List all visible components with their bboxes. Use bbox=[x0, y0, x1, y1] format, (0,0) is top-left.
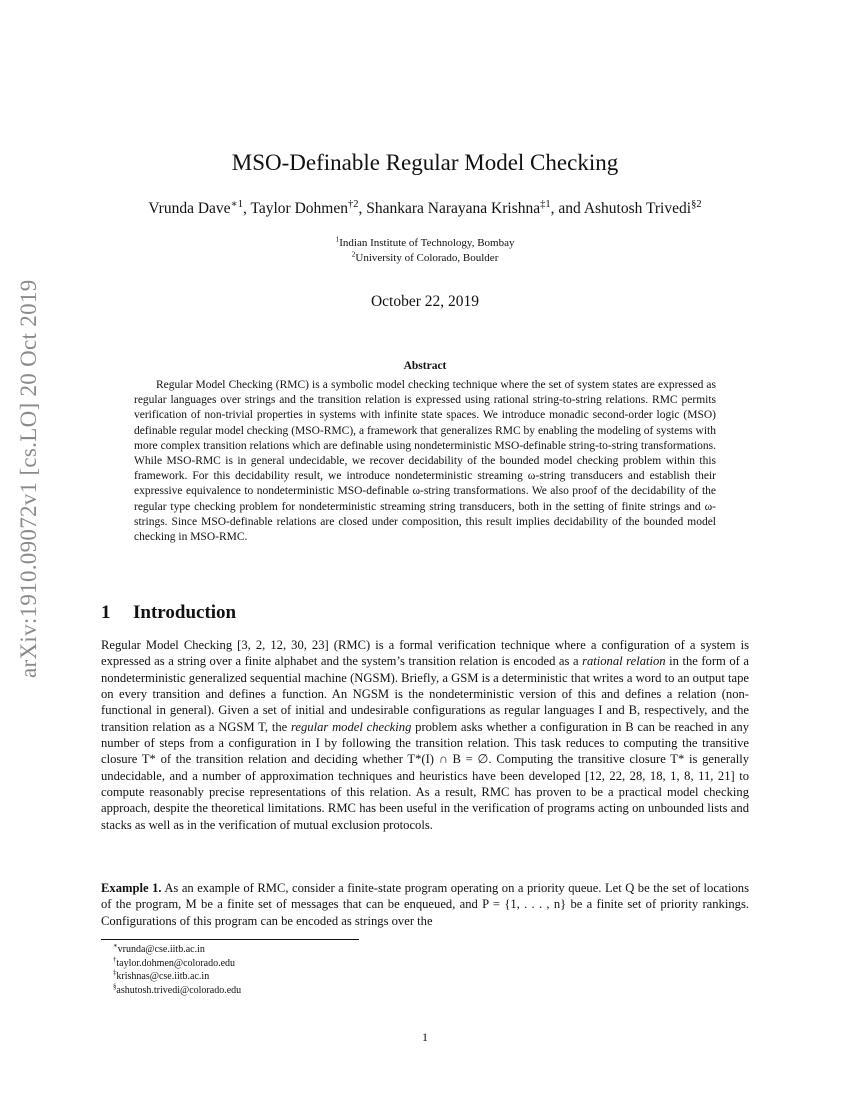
footnote-mark: ‡ bbox=[113, 969, 117, 977]
footnote-mark: † bbox=[113, 956, 117, 964]
author-separator: , bbox=[358, 200, 367, 217]
author-name: Shankara Narayana Krishna bbox=[366, 200, 541, 217]
affiliation bbox=[0, 251, 850, 266]
footnote-mark: § bbox=[113, 983, 117, 991]
affiliation-name: Indian Institute of Technology, Bombay bbox=[339, 237, 515, 249]
intro-text: Regular Model Checking [3, 2, 12, 30, 23] (RMC) is a formal verification technique where a configuration of a system is expressed as a string over a finite alphabet and the system’s transition relation is encoded as a bbox=[101, 638, 749, 669]
intro-paragraph bbox=[101, 637, 749, 833]
paper-date: October 22, 2019 bbox=[370, 293, 480, 310]
author-mark: ‡1 bbox=[540, 198, 551, 210]
example-label: Example 1. bbox=[101, 881, 162, 895]
section-number: 1 bbox=[101, 602, 111, 623]
section-heading bbox=[101, 602, 236, 624]
footnote-email: krishnas@cse.iitb.ac.in bbox=[116, 971, 210, 982]
footnote-mark: ∗ bbox=[113, 942, 118, 950]
author-name: Vrunda Dave bbox=[148, 200, 231, 217]
affiliation-mark: 1 bbox=[335, 234, 340, 244]
footnote-email: taylor.dohmen@colorado.edu bbox=[116, 957, 236, 969]
affiliation bbox=[0, 236, 850, 251]
intro-text: in the form of a nondeterministic generalized sequential machine (NGSM). Briefly, a GSM is a deterministic that writes a word to an output tape on every transition and defines a function. An NGSM is the nondeterministic version of this and defines a relation (non-functional in general). Given a set of initial and undesirable configurations as regular languages I and B, respectively, and the transition relation as a NGSM T, the bbox=[101, 654, 749, 734]
footnotes bbox=[101, 943, 501, 997]
page-number: 1 bbox=[422, 1030, 428, 1044]
intro-emphasis: rational relation bbox=[582, 654, 666, 669]
author-separator: , and bbox=[550, 200, 584, 217]
affiliation-mark: 2 bbox=[351, 249, 356, 259]
footnote bbox=[101, 943, 501, 957]
section-title: Introduction bbox=[133, 602, 237, 623]
author-mark: §2 bbox=[691, 198, 702, 210]
paper-title: MSO-Definable Regular Model Checking bbox=[231, 150, 619, 175]
affiliations bbox=[0, 236, 850, 266]
affiliation-name: University of Colorado, Boulder bbox=[355, 252, 499, 264]
footnote bbox=[101, 984, 501, 998]
abstract-heading: Abstract bbox=[403, 360, 447, 372]
author-separator: , bbox=[242, 200, 251, 217]
footnote bbox=[101, 970, 501, 984]
author-name: Ashutosh Trivedi bbox=[583, 200, 692, 217]
footnote bbox=[101, 957, 501, 971]
author-mark: †2 bbox=[347, 198, 359, 210]
example-paragraph bbox=[101, 880, 749, 929]
author-name: Taylor Dohmen bbox=[250, 200, 348, 217]
arxiv-identifier: arXiv:1910.09072v1 [cs.LO] 20 Oct 2019 bbox=[16, 279, 41, 678]
abstract-text: Regular Model Checking (RMC) is a symbolic model checking technique where the set of system states are expressed as regular languages over strings and the transition relation is expressed using rational string-to-string relations. RMC permits verification of non-trivial properties in systems with infinite state spaces. We introduce monadic second-order logic (MSO) definable regular model checking (MSO-RMC), a framework that generalizes RMC by enabling the modeling of systems with more complex transition relations which are definable using nondeterministic MSO-definable string-to-string transformations. While MSO-RMC is in general undecidable, we recover decidability of the bounded model checking problem within this framework. For this decidability result, we introduce nondeterministic streaming ω-string transducers and establish their expressive equivalence to nondeterministic MSO-definable ω-string transformations. We also proof of the decidability of the regular type checking problem for nondeterministic streaming string transducers, both in the setting of finite strings and ω-strings. Since MSO-definable relations are closed under composition, this result implies decidability of the bounded model checking in MSO-RMC. bbox=[134, 379, 716, 544]
author-list bbox=[0, 200, 850, 218]
footnote-email: ashutosh.trivedi@colorado.edu bbox=[116, 984, 242, 996]
author-mark: ∗1 bbox=[230, 198, 243, 210]
intro-emphasis: regular model checking bbox=[290, 719, 412, 734]
footnote-email: vrunda@cse.iitb.ac.in bbox=[117, 944, 205, 955]
footnote-divider bbox=[101, 939, 359, 940]
intro-text: problem asks whether a configuration in B can be reached in any number of steps from a configuration in I by following the transition relation. This task reduces to computing the transitive closure T* of the transition relation and deciding whether T*(I) ∩ B = ∅. Computing the transitive closure T* is generally undecidable, and a number of approximation techniques and heuristics have been developed [12, 22, 28, 18, 1, 8, 11, 21] to compute reasonably precise representations of this relation. As a result, RMC has proven to be a practical model checking approach, despite the theoretical limitations. RMC has been useful in the verification of programs acting on unbounded lists and stacks as well as in the verification of mutual exclusion protocols. bbox=[101, 719, 749, 832]
example-text: As an example of RMC, consider a finite-state program operating on a priority queue. Let Q be the set of locations of the program, M be a finite set of messages that can be enqueued, and P = {1, . . . , n} be a finite set of priority rankings. Configurations of this program can be encoded as strings over the bbox=[101, 881, 750, 928]
